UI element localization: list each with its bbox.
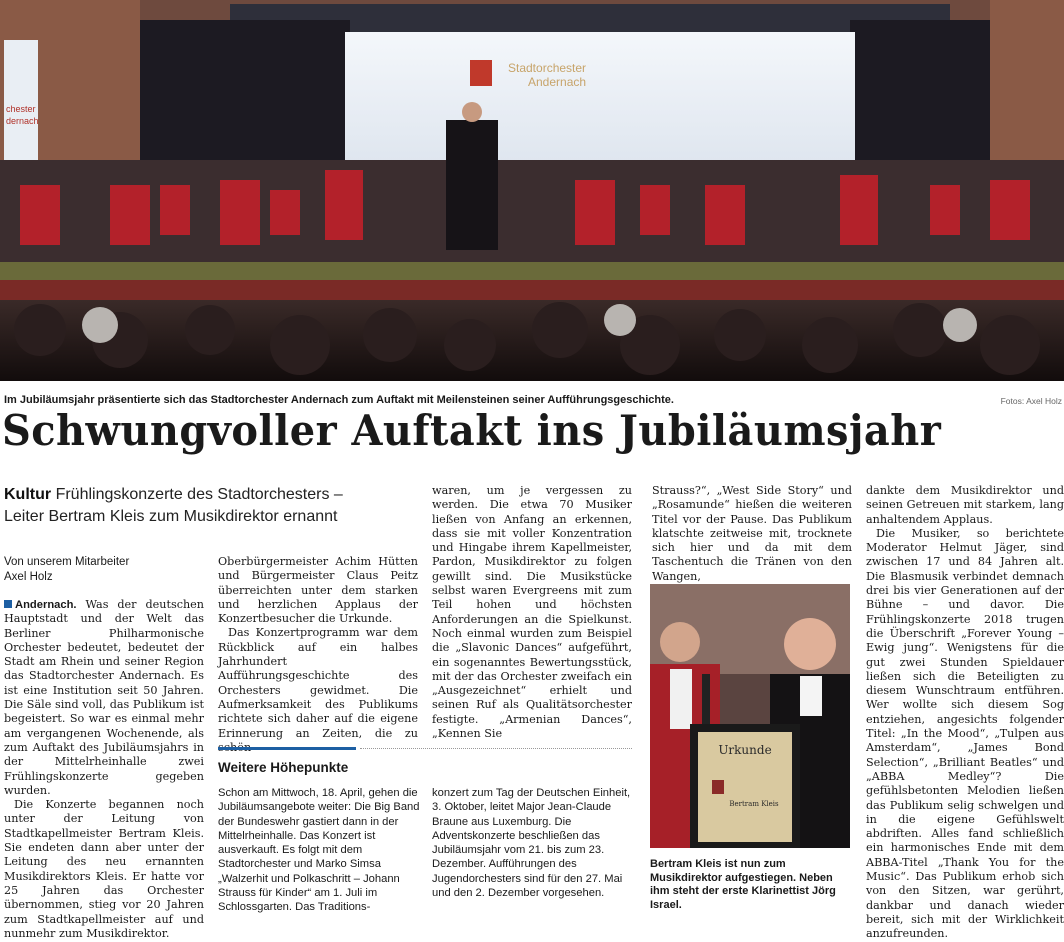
dateline-location: Andernach.	[15, 599, 77, 611]
kicker-rubric: Kultur	[4, 486, 52, 503]
author	[4, 555, 129, 585]
side-banner-line2: dernach	[6, 116, 39, 126]
location-marker	[4, 600, 12, 608]
sidebar-title: Weitere Höhepunkte	[218, 760, 349, 775]
column-2-paragraph-1: Oberbürgermeister Achim Hütten und Bürgermeister Claus Peitz überreichten unter dem starken und herzlichen Applaus der Konzertbesucher die Urkunde.	[218, 555, 418, 626]
award-photo-illustration	[650, 584, 850, 848]
article-column-4	[652, 484, 852, 584]
headline: Schwungvoller Auftakt ins Jubiläumsjahr	[2, 406, 942, 455]
side-banner-line1: chester	[6, 104, 36, 114]
column-1-paragraph-2: Die Konzerte begannen noch unter der Leitung von Stadtkapellmeister Bertram Kleis. Sie endeten dann aber unter der Leitung des neu ernannten Musikdirektors Kleis. Er hatte vor 25 Jahren das Orchester übernommen, stieg vor 20 Jahren zum Stadtkapellmeister auf und nunmehr zum Musikdirektor.	[4, 798, 204, 940]
article-column-2	[218, 555, 418, 755]
photo-caption: Im Jubiläumsjahr präsentierte sich das Stadtorchester Andernach zum Auftakt mit Meilensteinen seiner Aufführungsgeschichte.	[4, 394, 674, 406]
sidebar-rule	[218, 747, 356, 750]
kicker-line1: Frühlingskonzerte des Stadtorchesters –	[55, 486, 343, 503]
article-column-1	[4, 598, 204, 941]
column-2-paragraph-2: Das Konzertprogramm war dem Rückblick auf ein halbes Jahrhundert Aufführungsgeschichte des Orchesters gewidmet. Die Aufmerksamkeit des Publikums richtete sich daher auf die eigene Erinnerung an Zeiten, die zu	[218, 626, 418, 740]
column-3-paragraph-1: waren, um je vergessen zu werden. Die etwa 70 Musiker ließen von Anfang an erkennen, dass sie mit voller Konzentration und Hingabe ihrem Kapellmeister, Pardon, Musikdirektor zu folgen gewillt sind. Die Musikstücke selbst waren Evergreens mit zum Teil hohen und höchsten Anforderungen an die Spielkunst. Noch einmal wurden zum Beispiel die „Slavonic Dances“ aufgeführt, ein sogenanntes Bewertungsstück, mit der das Orchester zweifach ein „Ausgezeichnet“ erhielt und seinen Ruf als Qualitätsorchester festigte. „Armenian Dances“, „Kennen Sie	[432, 484, 632, 741]
stage-banner-line2: Andernach	[528, 75, 587, 89]
article-column-5	[866, 484, 1064, 942]
sidebar-column-1: Schon am Mittwoch, 18. April, gehen die Jubiläumsangebote weiter: Die Big Band der Bundeswehr gastiert dann in der Mittelrheinhalle. Das Konzert ist ausverkauft. Es folgt mit dem Stadtorchester und Marko Simsa „Walzerhit und Polkaschritt – Johann Strauss für Kinder“ am 1. Juli im Schlossgarten. Das Traditions-	[218, 787, 420, 914]
column-5-paragraph-2: Die Musiker, so berichtete Moderator Helmut Jäger, sind zwischen 17 und 84 Jahren alt. Die Blasmusik verbindet demnach drei bis vier Generationen auf der Bühne – und davor. Die Frühlingskonzerte 2018 trugen die Überschrift „Forever Young – Ewig jung“. Wenigstens für die gut zwei Stunden Spieldauer ließen sich die Beteiligten zu diesem Wunschtraum entführen. Wer wollte sich diesem Sog entziehen, angesichts folgender Titel: „In the Mood“, „Tulpen aus Amsterdam“, „James Bond Selection“, „Brilliant Beatles“ und „ABBA Medley“? Die gefühlsbetonten Melodien ließen das Publikum selig schwelgen und in die eigene Gefühlswelt abdriften. Alles fand schließlich ein harmonisches Ende mit dem ABBA-Titel „Thank You for the Music“. Das Publikum erhob sich von den Sitzen, war gerührt, dankbar und danach wieder bereit, sich mit der Wirklichkeit anzufreunden.	[866, 526, 1064, 941]
concert-photo-illustration	[0, 0, 1064, 381]
stage-banner-line1: Stadtorchester	[508, 61, 587, 75]
author-line1: Von unserem Mitarbeiter	[4, 556, 130, 568]
certificate-title: Urkunde	[718, 743, 772, 757]
sidebar-column-2: konzert zum Tag der Deutschen Einheit, 3. Oktober, leitet Major Jean-Claude Braune aus Luxemburg. Die Adventskonzerte beschließen das Jubiläumsjahr vom 21. bis zum 23. Dezember. Aufführungen des Jugendorchesters sind für den 27. Mai und den 2. Dezember vorgesehen.	[432, 787, 631, 900]
sidebar-dotted-rule	[360, 748, 632, 749]
kicker-line2: Leiter Bertram Kleis zum Musikdirektor ernannt	[4, 508, 338, 525]
certificate-name: Bertram Kleis	[729, 800, 779, 808]
column-5-paragraph-1: dankte dem Musikdirektor und seinen Getreuen mit starkem, lang anhaltendem Applaus.	[866, 484, 1064, 526]
author-name: Axel Holz	[4, 571, 53, 583]
concert-photo	[0, 0, 1064, 381]
column-4-paragraph-1: Strauss?“, „West Side Story“ und „Rosamunde“ hießen die weiteren Titel vor der Pause. Das Publikum klatschte zeitweise mit, trocknete sich hier und da mit dem Taschentuch die Tränen von den Wangen,	[652, 484, 852, 583]
kicker	[4, 484, 424, 528]
award-photo	[650, 584, 850, 848]
article-column-3	[432, 484, 632, 741]
award-photo-caption: Bertram Kleis ist nun zum Musikdirektor aufgestiegen. Neben ihm steht der erste Klarinettist Jörg Israel.	[650, 858, 836, 911]
photo-credit: Fotos: Axel Holz	[1000, 396, 1062, 406]
column-1-paragraph-1: Was der deutschen Hauptstadt und der Welt das Berliner Philharmonische Orchester bedeutet, bedeutet der Stadt am Rhein und seiner Region das Stadtorchester Andernach. Es ist eine Institution seit 50 Jahren. Die Säle sind voll, das Publikum ist begeistert. So war es einmal mehr am vergangenen Wochenende, als zum Auftakt des Jubiläumsjahrs in der Mittelrheinhalle zwei Frühlingskonzerte gegeben wurden.	[4, 598, 204, 797]
